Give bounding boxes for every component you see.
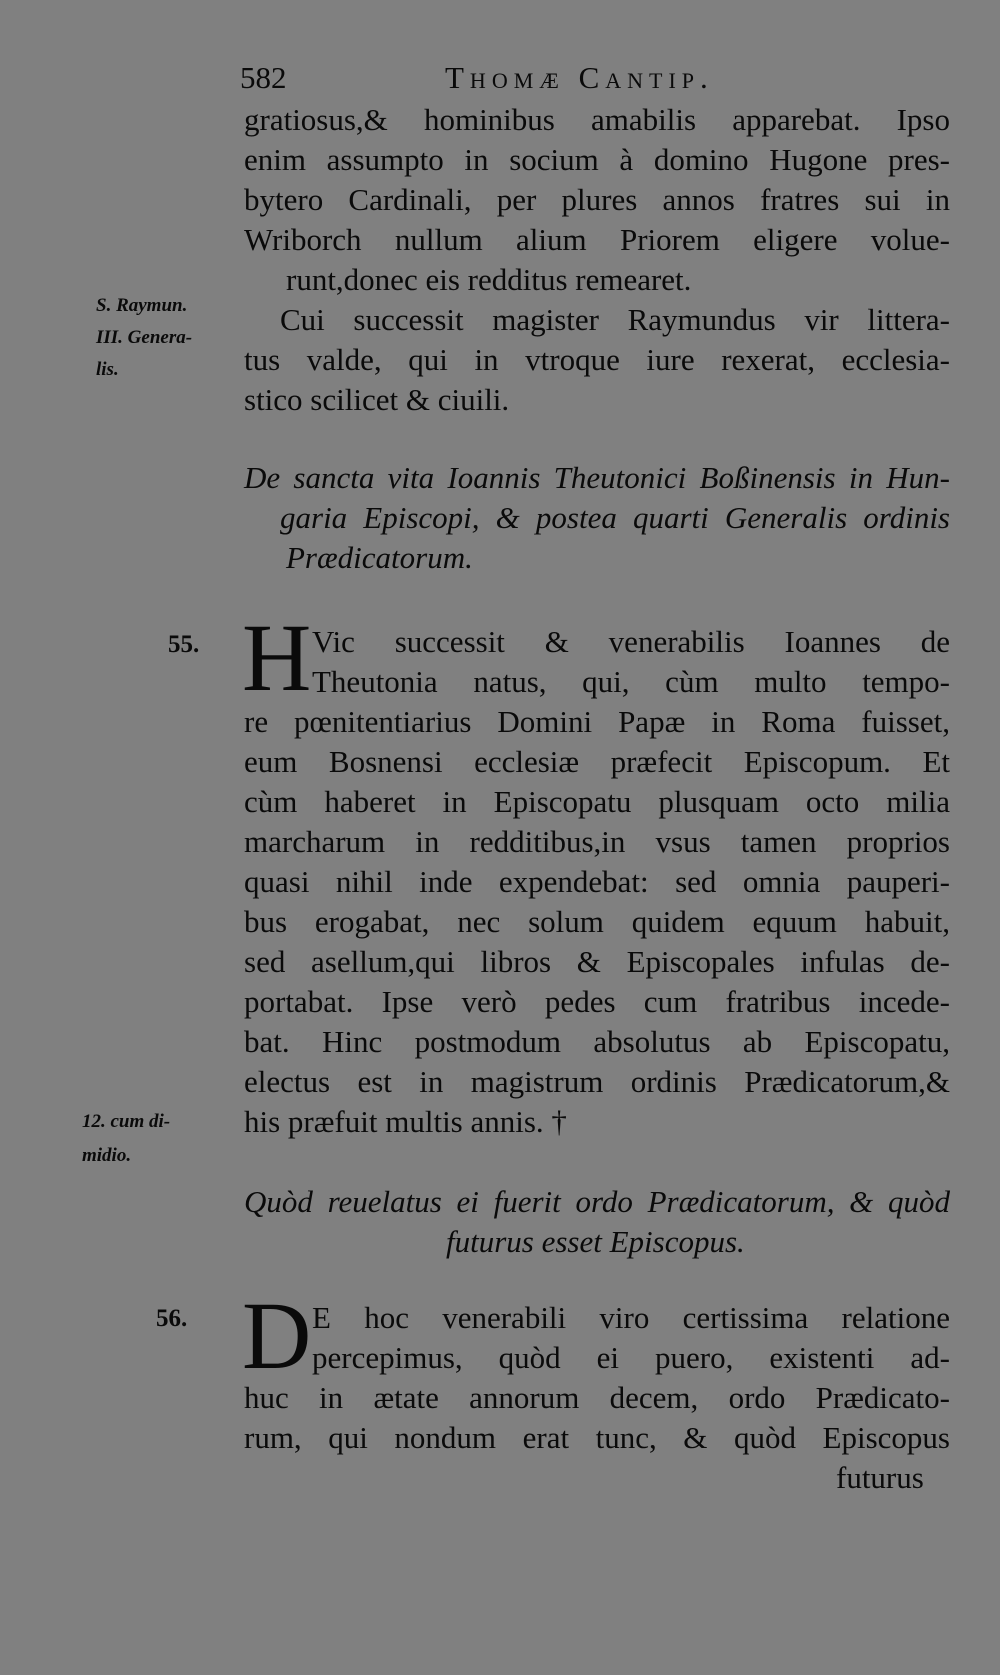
margin-note: III. Genera- [96, 327, 193, 348]
text-line: re pœnitentiarius Domini Papæ in Roma fuisset, [244, 704, 950, 739]
text-line: quasi nihil inde expendebat: sed omnia pauperi- [244, 864, 950, 899]
section-heading: De sancta vita Ioannis Theutonici Boßinensis in Hun- [244, 460, 950, 495]
text-line: bytero Cardinali, per plures annos fratres sui in [244, 182, 950, 217]
text-line: bus erogabat, nec solum quidem equum habuit, [244, 904, 950, 939]
text-line: sed asellum,qui libros & Episcopales infulas de- [244, 944, 950, 979]
text-line: electus est in magistrum ordinis Prædicatorum,& [244, 1064, 950, 1099]
drop-cap: D [242, 1282, 312, 1389]
margin-note: S. Raymun. [96, 295, 188, 316]
paragraph-number: 55. [168, 631, 200, 658]
catchword: futurus [836, 1460, 924, 1495]
section-heading: garia Episcopi, & postea quarti Generalis ordinis [280, 500, 950, 535]
text-line: E hoc venerabili viro certissima relatione [312, 1300, 950, 1335]
text-line: rum, qui nondum erat tunc, & quòd Episcopus [244, 1420, 950, 1455]
text-line: bat. Hinc postmodum absolutus ab Episcopatu, [244, 1024, 950, 1059]
text-line: cùm haberet in Episcopatu plusquam octo milia [244, 784, 950, 819]
text-line: eum Bosnensi ecclesiæ præfecit Episcopum. Et [244, 744, 950, 779]
text-line: percepimus, quòd ei puero, existenti ad- [312, 1340, 950, 1375]
drop-cap: H [242, 604, 312, 711]
text-line: Theutonia natus, qui, cùm multo tempo- [312, 664, 950, 699]
text-line: gratiosus,& hominibus amabilis apparebat. Ipso [244, 102, 950, 137]
running-header [240, 62, 820, 93]
text-line: marcharum in redditibus,in vsus tamen proprios [244, 824, 950, 859]
page-number: 582 [240, 60, 287, 95]
text-line: enim assumpto in socium à domino Hugone pres- [244, 142, 950, 177]
text-line: Cui successit magister Raymundus vir littera- [280, 302, 950, 337]
text-line: portabat. Ipse verò pedes cum fratribus incede- [244, 984, 950, 1019]
running-title: Thomæ Cantip. [445, 60, 714, 95]
text-line: Wriborch nullum alium Priorem eligere volue- [244, 222, 950, 257]
margin-note: lis. [96, 359, 119, 380]
paragraph-number: 56. [156, 1305, 188, 1332]
text-line: runt,donec eis redditus remearet. [286, 262, 692, 297]
text-line: Vic successit & venerabilis Ioannes de [312, 624, 950, 659]
section-heading: Prædicatorum. [286, 540, 473, 575]
text-line: huc in ætate annorum decem, ordo Prædicato- [244, 1380, 950, 1415]
text-line: stico scilicet & ciuili. [244, 382, 510, 417]
text-line: tus valde, qui in vtroque iure rexerat, ecclesia- [244, 342, 950, 377]
text-line: his præfuit multis annis. † [244, 1104, 567, 1139]
section-heading: futurus esset Episcopus. [446, 1224, 745, 1259]
margin-note: 12. cum di- [82, 1111, 171, 1132]
margin-note: midio. [82, 1145, 132, 1166]
section-heading: Quòd reuelatus ei fuerit ordo Prædicatorum, & quòd [244, 1184, 950, 1219]
